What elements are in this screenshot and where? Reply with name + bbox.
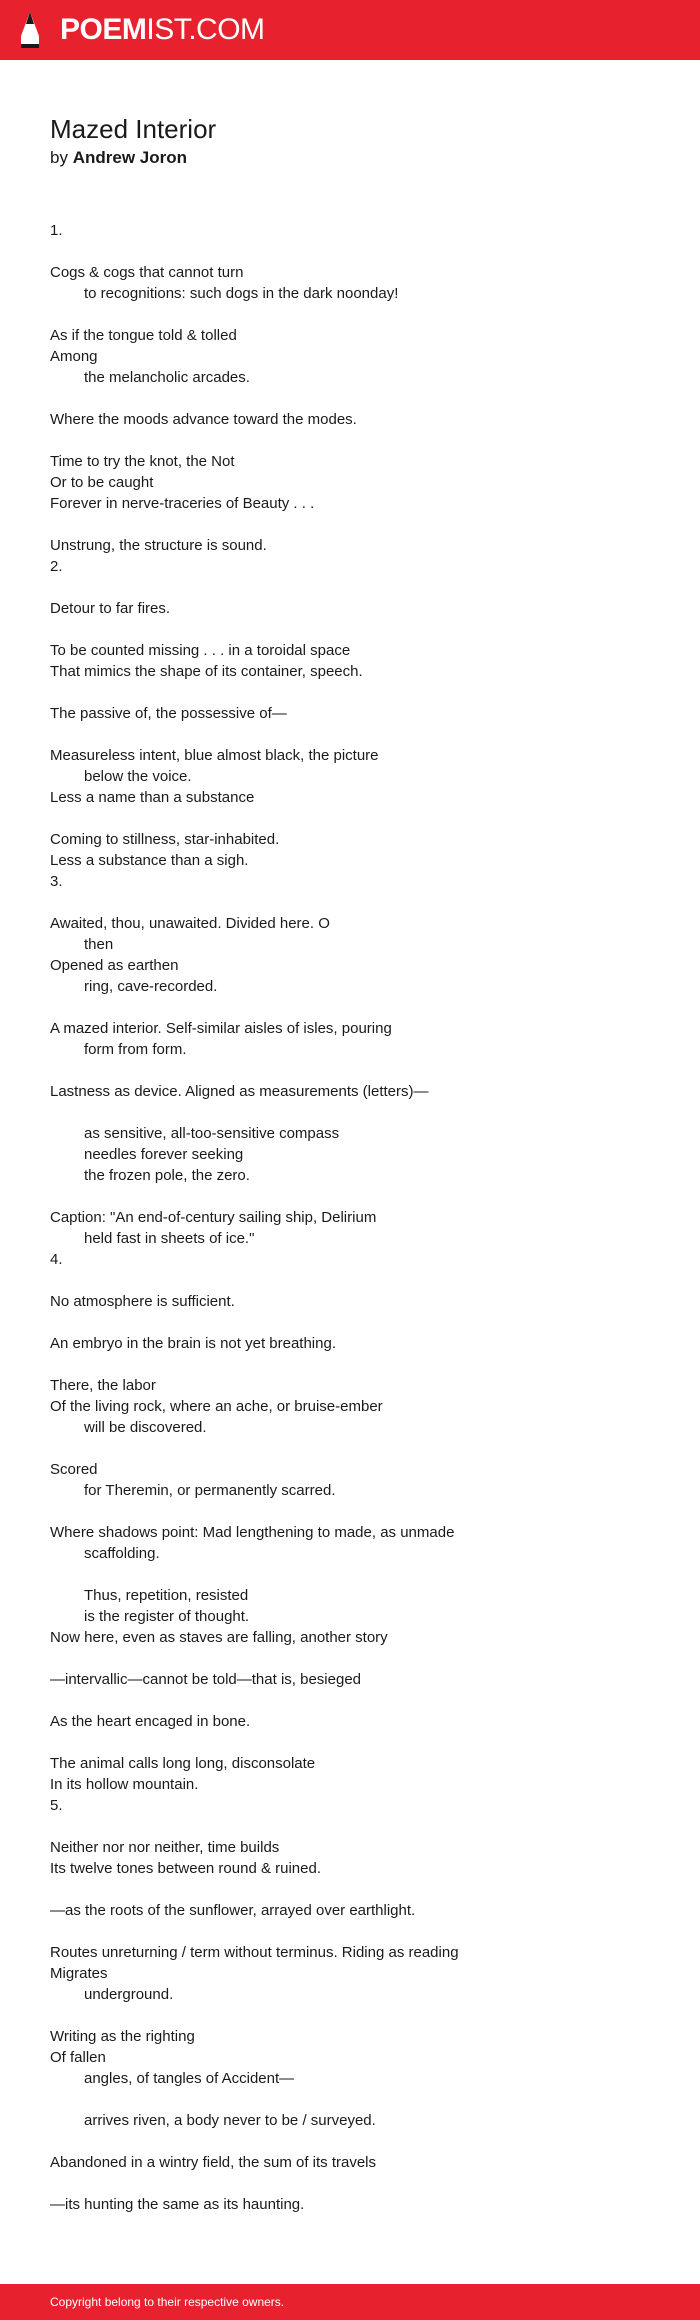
poem-stanza-break	[50, 997, 660, 1018]
poem-stanza-break	[50, 1732, 660, 1753]
poem-line: Thus, repetition, resisted	[84, 1587, 249, 1604]
poem-line: In its hollow mountain.	[50, 1776, 199, 1793]
poem-line: Neither nor nor neither, time builds	[50, 1839, 280, 1856]
poem-line: Its twelve tones between round & ruined.	[50, 1860, 321, 1877]
poem-line: Lastness as device. Aligned as measurements (letters)—	[50, 1083, 429, 1100]
poem-stanza-break	[50, 1564, 660, 1585]
poem-stanza-break	[50, 1270, 660, 1291]
poem-line: the frozen pole, the zero.	[84, 1167, 250, 1184]
poem-line: To be counted missing . . . in a toroidal space	[50, 642, 351, 659]
logo-bold-text: POEM	[60, 13, 147, 46]
poem-line: form from form.	[84, 1041, 187, 1058]
poem-stanza-break	[50, 1501, 660, 1522]
poem-stanza-break	[50, 514, 660, 535]
poem-stanza-break	[50, 619, 660, 640]
poem-stanza-break	[50, 2131, 660, 2152]
poem-stanza-break	[50, 304, 660, 325]
poem-line: then	[84, 936, 114, 953]
poem-stanza-break	[50, 1354, 660, 1375]
poem-line: Where shadows point: Mad lengthening to made, as unmade	[50, 1524, 455, 1541]
poem-line: is the register of thought.	[84, 1608, 250, 1625]
poem-line: No atmosphere is sufficient.	[50, 1293, 235, 1310]
poem-line: Cogs & cogs that cannot turn	[50, 264, 244, 281]
poem-line: arrives riven, a body never to be / surveyed.	[84, 2112, 376, 2129]
logo-light-text: IST.COM	[146, 13, 265, 46]
poem-line: Forever in nerve-traceries of Beauty . . .	[50, 495, 315, 512]
poem-stanza-break	[50, 2173, 660, 2194]
poem-line: ring, cave-recorded.	[84, 978, 218, 995]
poem-line: The passive of, the possessive of—	[50, 705, 287, 722]
poem-content	[50, 112, 660, 2215]
poem-line: Awaited, thou, unawaited. Divided here. O	[50, 915, 330, 932]
poem-line: as sensitive, all-too-sensitive compass	[84, 1125, 340, 1142]
poem-line: 5.	[50, 1797, 63, 1814]
poem-line: Scored	[50, 1461, 98, 1478]
poem-line: angles, of tangles of Accident—	[84, 2070, 295, 2087]
poem-stanza-break	[50, 1690, 660, 1711]
poem-line: Unstrung, the structure is sound.	[50, 537, 267, 554]
poem-line: —as the roots of the sunflower, arrayed over earthlight.	[50, 1902, 416, 1919]
poem-line: 2.	[50, 558, 63, 575]
footer-copyright: Copyright belong to their respective owners.	[50, 2295, 285, 2309]
poem-line: Less a name than a substance	[50, 789, 255, 806]
poem-line: for Theremin, or permanently scarred.	[84, 1482, 336, 1499]
poem-line: Less a substance than a sigh.	[50, 852, 249, 869]
poem-stanza-break	[50, 1816, 660, 1837]
poem-line: Opened as earthen	[50, 957, 179, 974]
poem-line: —intervallic—cannot be told—that is, besieged	[50, 1671, 362, 1688]
poem-stanza-break	[50, 808, 660, 829]
poem-body	[50, 220, 660, 2215]
poem-stanza-break	[50, 892, 660, 913]
poem-stanza-break	[50, 682, 660, 703]
poem-stanza-break	[50, 1186, 660, 1207]
poem-stanza-break	[50, 1438, 660, 1459]
poem-stanza-break	[50, 724, 660, 745]
poem-line: Detour to far fires.	[50, 600, 171, 617]
site-footer	[0, 2284, 700, 2320]
poem-line: Time to try the knot, the Not	[50, 453, 235, 470]
poem-line: will be discovered.	[84, 1419, 207, 1436]
poem-line: underground.	[84, 1986, 174, 2003]
poem-line: As if the tongue told & tolled	[50, 327, 237, 344]
poem-line: Migrates	[50, 1965, 108, 1982]
poem-line: There, the labor	[50, 1377, 156, 1394]
poem-line: needles forever seeking	[84, 1146, 244, 1163]
poem-stanza-break	[50, 241, 660, 262]
poem-line: below the voice.	[84, 768, 192, 785]
poem-line: scaffolding.	[84, 1545, 160, 1562]
poem-line: That mimics the shape of its container, speech.	[50, 663, 363, 680]
poem-line: 1.	[50, 222, 63, 239]
poem-line: —its hunting the same as its haunting.	[50, 2196, 305, 2213]
poem-line: Of fallen	[50, 2049, 106, 2066]
poem-line: 3.	[50, 873, 63, 890]
poem-line: 4.	[50, 1251, 63, 1268]
poem-stanza-break	[50, 2089, 660, 2110]
poem-line: Coming to stillness, star-inhabited.	[50, 831, 280, 848]
poem-stanza-break	[50, 430, 660, 451]
site-header	[0, 0, 700, 60]
poem-line: the melancholic arcades.	[84, 369, 250, 386]
poem-stanza-break	[50, 1879, 660, 1900]
poem-line: As the heart encaged in bone.	[50, 1713, 251, 1730]
poem-line: Writing as the righting	[50, 2028, 195, 2045]
poem-byline	[50, 146, 660, 170]
poem-stanza-break	[50, 1060, 660, 1081]
poem-title: Mazed Interior	[50, 114, 217, 144]
site-logo[interactable]	[60, 13, 265, 47]
poem-line: Routes unreturning / term without terminus. Riding as reading	[50, 1944, 459, 1961]
poem-stanza-break	[50, 1648, 660, 1669]
poem-line: A mazed interior. Self-similar aisles of isles, pouring	[50, 1020, 392, 1037]
poem-line: Where the moods advance toward the modes.	[50, 411, 357, 428]
poem-line: to recognitions: such dogs in the dark noonday!	[84, 285, 399, 302]
poem-line: Now here, even as staves are falling, another story	[50, 1629, 388, 1646]
poem-line: held fast in sheets of ice."	[84, 1230, 255, 1247]
poem-stanza-break	[50, 1921, 660, 1942]
poem-stanza-break	[50, 2005, 660, 2026]
poem-line: Of the living rock, where an ache, or bruise-ember	[50, 1398, 383, 1415]
poem-stanza-break	[50, 1312, 660, 1333]
poem-stanza-break	[50, 1102, 660, 1123]
pen-nib-icon[interactable]	[18, 10, 42, 50]
poem-line: Abandoned in a wintry field, the sum of its travels	[50, 2154, 377, 2171]
poem-line: Measureless intent, blue almost black, the picture	[50, 747, 379, 764]
poem-line: Or to be caught	[50, 474, 154, 491]
poem-stanza-break	[50, 577, 660, 598]
poem-stanza-break	[50, 388, 660, 409]
poem-line: Caption: "An end-of-century sailing ship, Delirium	[50, 1209, 377, 1226]
by-label: by	[50, 148, 68, 167]
poem-line: Among	[50, 348, 98, 365]
poem-line: An embryo in the brain is not yet breathing.	[50, 1335, 336, 1352]
poem-line: The animal calls long long, disconsolate	[50, 1755, 316, 1772]
poem-author[interactable]: Andrew Joron	[72, 148, 187, 167]
